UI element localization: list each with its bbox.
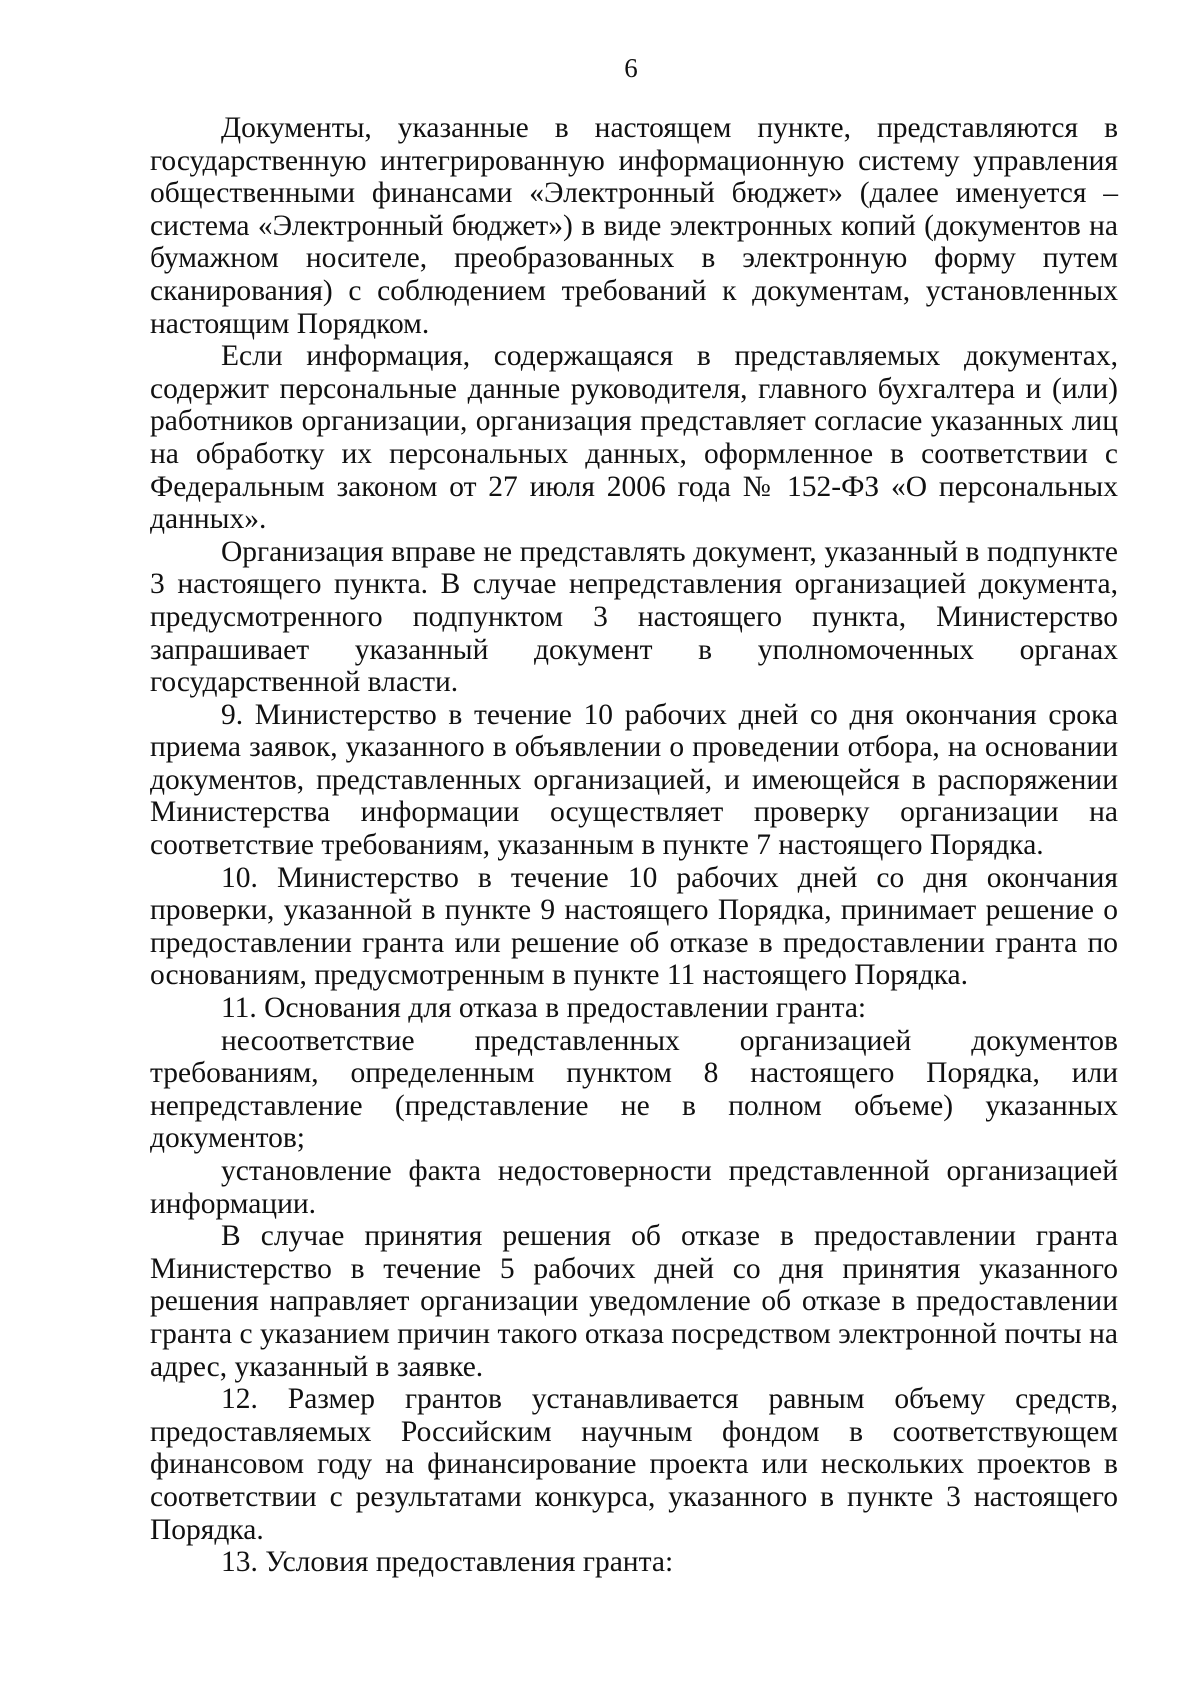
paragraph-refusal-notice: В случае принятия решения об отказе в предоставлении гранта Министерство в течение 5 рабочих дней со дня принятия указанного решения направляет организации уведомление об отказе в предоставлении гранта с указанием причин такого отказа посредством электронной почты на адрес, указанный в заявке. bbox=[150, 1220, 1118, 1383]
paragraph-item-9: 9. Министерство в течение 10 рабочих дней со дня окончания срока приема заявок, указанного в объявлении о проведении отбора, на основании документов, представленных организацией, и имеющейся в распоряжении Министерства информации осуществляет проверку организации на соответствие требованиям, указанным в пункте 7 настоящего Порядка. bbox=[150, 698, 1118, 862]
page-number: 6 bbox=[624, 53, 638, 83]
paragraph-refusal-ground-1: несоответствие представленных организацией документов требованиям, определенным пунктом 8 настоящего Порядка, или непредставление (представление не в полном объеме) указанных документов; bbox=[150, 1024, 1118, 1155]
paragraph-documents-submission: Документы, указанные в настоящем пункте, представляются в государственную интегрированную информационную систему управления общественными финансами «Электронный бюджет» (далее именуется – система «Электронный бюджет») в виде электронных копий (документов на бумажном носителе, преобразованных в электронную форму путем сканирования) с соблюдением требований к документам, установленных настоящим Порядком. bbox=[150, 112, 1118, 340]
paragraph-item-13: 13. Условия предоставления гранта: bbox=[221, 1546, 674, 1579]
paragraph-item-10: 10. Министерство в течение 10 рабочих дней со дня окончания проверки, указанной в пункте 9 настоящего Порядка, принимает решение о предоставлении гранта или решение об отказе в предоставлении гранта по основаниям, предусмотренным в пункте 11 настоящего Порядка. bbox=[150, 861, 1118, 992]
document-body bbox=[150, 112, 1118, 1579]
paragraph-item-11: 11. Основания для отказа в предоставлении гранта: bbox=[221, 992, 867, 1025]
paragraph-optional-document: Организация вправе не представлять документ, указанный в подпункте 3 настоящего пункта. В случае непредставления организацией документа, предусмотренного подпунктом 3 настоящего пункта, Министерство запрашивает указанный документ в уполномоченных органах государственной власти. bbox=[150, 535, 1118, 699]
paragraph-refusal-ground-2: установление факта недостоверности представленной организацией информации. bbox=[150, 1155, 1118, 1220]
paragraph-item-12: 12. Размер грантов устанавливается равным объему средств, предоставляемых Российским научным фондом в соответствующем финансовом году на финансирование проекта или нескольких проектов в соответствии с результатами конкурса, указанного в пункте 3 настоящего Порядка. bbox=[150, 1383, 1118, 1546]
paragraph-personal-data: Если информация, содержащаяся в представляемых документах, содержит персональные данные руководителя, главного бухгалтера и (или) работников организации, организация представляет согласие указанных лиц на обработку их персональных данных, оформленное в соответствии с Федеральным законом от 27 июля 2006 года № 152-ФЗ «О персональных данных». bbox=[150, 340, 1118, 536]
